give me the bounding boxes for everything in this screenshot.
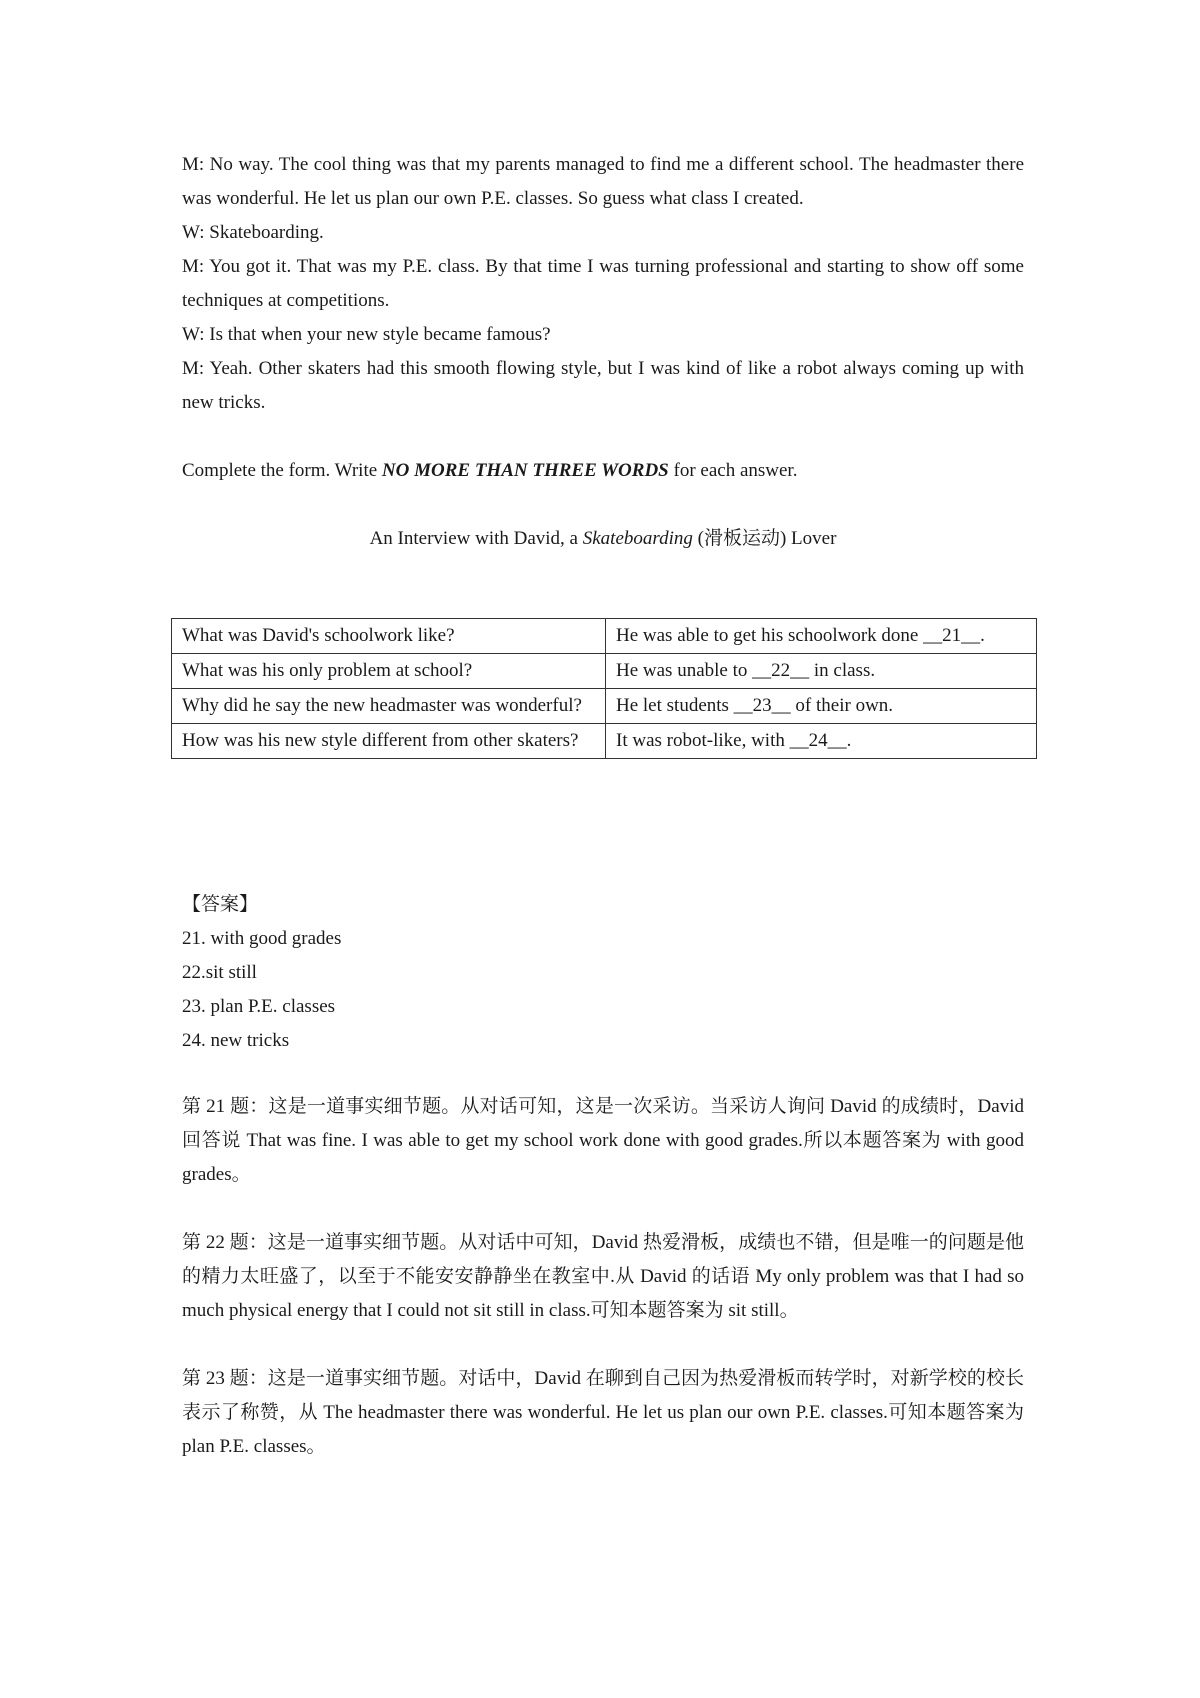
form-title-italic: Skateboarding xyxy=(582,528,693,549)
form-answer: It was robot-like, with __24__. xyxy=(606,724,1037,759)
instruction xyxy=(182,454,1024,488)
answer-item: 23. plan P.E. classes xyxy=(182,996,336,1017)
dialogue-line: W: Skateboarding. xyxy=(182,222,324,243)
form-answer: He let students __23__ of their own. xyxy=(606,689,1037,724)
table-row xyxy=(172,654,1037,689)
explanation-section xyxy=(182,1090,1024,1464)
instruction-emphasis: NO MORE THAN THREE WORDS xyxy=(381,460,669,481)
form-question: What was his only problem at school? xyxy=(172,654,606,689)
table-row xyxy=(172,619,1037,654)
form-title-before: An Interview with David, a xyxy=(369,528,583,549)
table-row xyxy=(172,689,1037,724)
instruction-after: for each answer. xyxy=(668,460,798,481)
dialogue-line: W: Is that when your new style became famous? xyxy=(182,324,551,345)
form-answer: He was unable to __22__ in class. xyxy=(606,654,1037,689)
explanation-paragraph: 第 22 题：这是一道事实细节题。从对话中可知，David 热爱滑板，成绩也不错，但是唯一的问题是他的精力太旺盛了，以至于不能安安静静坐在教室中.从 David 的话语 My only problem was that I had so much physical energy that I could not sit still in class.可知本题答案为 sit still。 xyxy=(182,1232,1024,1321)
answer-heading: 【答案】 xyxy=(182,894,259,915)
answer-item: 24. new tricks xyxy=(182,1030,290,1051)
interview-form-table xyxy=(171,618,1037,759)
answer-item: 21. with good grades xyxy=(182,928,342,949)
dialogue-line: M: No way. The cool thing was that my parents managed to find me a different school. The headmaster there was wonderful. He let us plan our own P.E. classes. So guess what class I created. xyxy=(182,154,1024,209)
form-answer: He was able to get his schoolwork done __21__. xyxy=(606,619,1037,654)
form-question: Why did he say the new headmaster was wonderful? xyxy=(172,689,606,724)
form-question: What was David's schoolwork like? xyxy=(172,619,606,654)
table-row xyxy=(172,724,1037,759)
form-title-after: (滑板运动) Lover xyxy=(692,528,837,549)
form-title xyxy=(182,522,1024,556)
dialogue-line: M: You got it. That was my P.E. class. By that time I was turning professional and starting to show off some techniques at competitions. xyxy=(182,256,1024,311)
instruction-before: Complete the form. Write xyxy=(182,460,382,481)
explanation-paragraph: 第 21 题：这是一道事实细节题。从对话可知，这是一次采访。当采访人询问 David 的成绩时，David 回答说 That was fine. I was able to get my school work done with good grades.所以本题答案为 with good grades。 xyxy=(182,1096,1024,1185)
dialogue-line: M: Yeah. Other skaters had this smooth flowing style, but I was kind of like a robot always coming up with new tricks. xyxy=(182,358,1024,413)
explanation-paragraph: 第 23 题：这是一道事实细节题。对话中，David 在聊到自己因为热爱滑板而转学时，对新学校的校长表示了称赞，从 The headmaster there was wonderful. He let us plan our own P.E. classes.可知本题答案为 plan P.E. classes。 xyxy=(182,1368,1024,1457)
form-question: How was his new style different from other skaters? xyxy=(172,724,606,759)
dialogue-section xyxy=(182,148,1024,556)
answer-section xyxy=(182,888,1024,1058)
answer-item: 22.sit still xyxy=(182,962,257,983)
